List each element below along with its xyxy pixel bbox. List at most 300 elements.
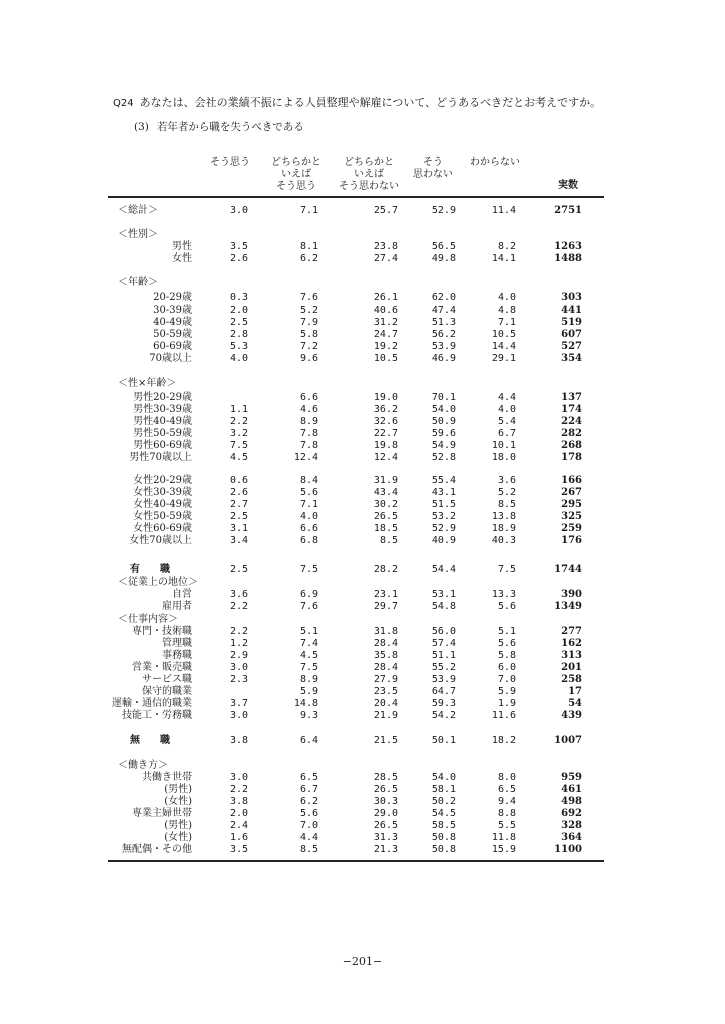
cell-value: 40.9 xyxy=(431,535,456,546)
cell-value: 23.8 xyxy=(373,241,398,252)
cell-value: 6.4 xyxy=(299,735,318,746)
cell-value: 6.7 xyxy=(299,784,318,795)
cell-value: 52.9 xyxy=(431,523,456,534)
cell-value: 1.6 xyxy=(229,832,248,843)
cell-value: 6.5 xyxy=(299,772,318,783)
cell-count: 137 xyxy=(561,392,582,403)
cell-value: 12.4 xyxy=(373,452,398,463)
cell-value: 6.5 xyxy=(497,784,516,795)
cell-value: 4.0 xyxy=(497,292,516,303)
column-header-agree xyxy=(198,157,262,169)
table-row xyxy=(0,404,725,416)
cell-value: 8.5 xyxy=(379,535,398,546)
cell-count: 1488 xyxy=(554,253,582,264)
cell-value: 27.4 xyxy=(373,253,398,264)
row-label: 70歳以上 xyxy=(149,353,192,364)
cell-value: 9.4 xyxy=(497,796,516,807)
cell-value: 4.0 xyxy=(299,511,318,522)
cell-value: 8.8 xyxy=(497,808,516,819)
sub-question-text: 若年者から職を失うべきである xyxy=(156,121,304,133)
cell-value: 11.6 xyxy=(491,710,516,721)
cell-value: 5.6 xyxy=(497,638,516,649)
cell-value: 21.3 xyxy=(373,844,398,855)
row-label: 雇用者 xyxy=(162,601,192,612)
cell-value: 2.7 xyxy=(229,499,248,510)
table-row xyxy=(0,601,725,613)
table-row xyxy=(0,832,725,844)
cell-value: 4.5 xyxy=(229,452,248,463)
cell-value: 3.4 xyxy=(229,535,248,546)
page-number: −201− xyxy=(342,955,383,968)
table-row xyxy=(0,710,725,722)
cell-value: 5.6 xyxy=(299,487,318,498)
cell-value: 7.5 xyxy=(299,662,318,673)
row-label: 50-59歳 xyxy=(153,329,192,340)
cell-value: 9.6 xyxy=(299,353,318,364)
cell-value: 54.0 xyxy=(431,772,456,783)
table-row xyxy=(0,378,725,390)
cell-count: 1007 xyxy=(554,735,582,746)
cell-value: 4.0 xyxy=(497,404,516,415)
table-row xyxy=(0,241,725,253)
cell-value: 2.2 xyxy=(229,416,248,427)
cell-count: 267 xyxy=(561,487,582,498)
cell-value: 59.6 xyxy=(431,428,456,439)
cell-value: 19.8 xyxy=(373,440,398,451)
cell-value: 27.9 xyxy=(373,674,398,685)
cell-value: 54.9 xyxy=(431,440,456,451)
cell-value: 28.4 xyxy=(373,662,398,673)
cell-value: 5.4 xyxy=(497,416,516,427)
cell-value: 55.4 xyxy=(431,475,456,486)
cell-count: 178 xyxy=(561,452,582,463)
cell-value: 54.4 xyxy=(431,564,456,575)
cell-value: 8.1 xyxy=(299,241,318,252)
cell-value: 7.5 xyxy=(299,564,318,575)
cell-count: 166 xyxy=(561,475,582,486)
cell-value: 4.6 xyxy=(299,404,318,415)
cell-value: 2.8 xyxy=(229,329,248,340)
cell-value: 23.1 xyxy=(373,589,398,600)
row-label: 男性30-39歳 xyxy=(133,404,192,415)
cell-value: 3.0 xyxy=(229,772,248,783)
table-row xyxy=(0,772,725,784)
table-row xyxy=(0,808,725,820)
row-label: (女性) xyxy=(164,796,192,807)
cell-value: 6.6 xyxy=(299,523,318,534)
cell-count: 692 xyxy=(561,808,582,819)
cell-value: 7.0 xyxy=(299,820,318,831)
cell-value: 7.1 xyxy=(497,317,516,328)
row-label: 運輸・通信的職業 xyxy=(112,698,192,709)
table-row xyxy=(0,499,725,511)
row-label: 男性70歳以上 xyxy=(129,452,192,463)
table-row xyxy=(0,638,725,650)
cell-value: 3.2 xyxy=(229,428,248,439)
cell-value: 0.3 xyxy=(229,292,248,303)
table-row xyxy=(0,329,725,341)
cell-count: 439 xyxy=(561,710,582,721)
cell-value: 54.0 xyxy=(431,404,456,415)
cell-count: 527 xyxy=(561,341,582,352)
row-label: ＜性別＞ xyxy=(118,229,158,240)
row-label: 女性70歳以上 xyxy=(129,535,192,546)
table-row xyxy=(0,760,725,772)
cell-value: 6.0 xyxy=(497,662,516,673)
cell-value: 7.4 xyxy=(299,638,318,649)
cell-value: 54.5 xyxy=(431,808,456,819)
cell-value: 23.5 xyxy=(373,686,398,697)
cell-value: 2.6 xyxy=(229,253,248,264)
cell-count: 282 xyxy=(561,428,582,439)
cell-value: 19.2 xyxy=(373,341,398,352)
cell-value: 36.2 xyxy=(373,404,398,415)
cell-count: 959 xyxy=(561,772,582,783)
cell-value: 64.7 xyxy=(431,686,456,697)
row-label: 技能工・労務職 xyxy=(122,710,192,721)
cell-value: 70.1 xyxy=(431,392,456,403)
table-row xyxy=(0,277,725,289)
sub-question xyxy=(134,119,304,134)
row-label: 女性40-49歳 xyxy=(133,499,192,510)
cell-value: 8.5 xyxy=(299,844,318,855)
cell-value: 2.0 xyxy=(229,305,248,316)
cell-count: 259 xyxy=(561,523,582,534)
table-row xyxy=(0,820,725,832)
table-row xyxy=(0,452,725,464)
cell-value: 26.5 xyxy=(373,820,398,831)
cell-value: 10.5 xyxy=(491,329,516,340)
row-label: 60-69歳 xyxy=(153,341,192,352)
cell-value: 3.5 xyxy=(229,241,248,252)
cell-value: 10.5 xyxy=(373,353,398,364)
cell-value: 5.8 xyxy=(497,650,516,661)
cell-value: 31.9 xyxy=(373,475,398,486)
cell-count: 54 xyxy=(568,698,582,709)
question-number: Q24 xyxy=(113,98,134,109)
cell-value: 6.8 xyxy=(299,535,318,546)
cell-value: 28.2 xyxy=(373,564,398,575)
table-row xyxy=(0,698,725,710)
row-label: 30-39歳 xyxy=(153,305,192,316)
cell-value: 43.4 xyxy=(373,487,398,498)
cell-value: 2.5 xyxy=(229,511,248,522)
cell-value: 10.1 xyxy=(491,440,516,451)
table-row xyxy=(0,317,725,329)
cell-value: 62.0 xyxy=(431,292,456,303)
cell-count: 277 xyxy=(561,626,582,637)
cell-value: 53.1 xyxy=(431,589,456,600)
cell-value: 5.8 xyxy=(299,329,318,340)
table-row xyxy=(0,577,725,589)
cell-count: 224 xyxy=(561,416,582,427)
cell-value: 59.3 xyxy=(431,698,456,709)
cell-value: 4.0 xyxy=(229,353,248,364)
cell-count: 258 xyxy=(561,674,582,685)
cell-value: 51.3 xyxy=(431,317,456,328)
row-label: 有 職 xyxy=(130,564,170,575)
row-label: ＜仕事内容＞ xyxy=(118,614,178,625)
row-label: 営業・販売職 xyxy=(132,662,192,673)
cell-value: 5.2 xyxy=(299,305,318,316)
cell-count: 1349 xyxy=(554,601,582,612)
cell-value: 57.4 xyxy=(431,638,456,649)
row-label: ＜従業上の地位＞ xyxy=(118,577,198,588)
cell-value: 25.7 xyxy=(373,205,398,216)
cell-value: 6.9 xyxy=(299,589,318,600)
table-row xyxy=(0,662,725,674)
cell-value: 2.2 xyxy=(229,626,248,637)
cell-value: 54.2 xyxy=(431,710,456,721)
cell-value: 8.9 xyxy=(299,674,318,685)
column-header-dont-know xyxy=(460,157,530,169)
cell-count: 1263 xyxy=(554,241,582,252)
row-label: (男性) xyxy=(164,820,192,831)
cell-value: 7.5 xyxy=(497,564,516,575)
row-label: 専業主婦世帯 xyxy=(132,808,192,819)
column-header-disagree xyxy=(408,157,458,181)
table-row xyxy=(0,564,725,576)
cell-value: 7.1 xyxy=(299,205,318,216)
table-row xyxy=(0,475,725,487)
cell-value: 30.2 xyxy=(373,499,398,510)
header-line: いえば xyxy=(281,169,311,180)
cell-count: 303 xyxy=(561,292,582,303)
row-label: 40-49歳 xyxy=(153,317,192,328)
cell-value: 11.8 xyxy=(491,832,516,843)
cell-value: 3.0 xyxy=(229,205,248,216)
cell-value: 19.0 xyxy=(373,392,398,403)
table-row xyxy=(0,844,725,856)
row-label: 共働き世帯 xyxy=(142,772,192,783)
cell-value: 50.9 xyxy=(431,416,456,427)
table-row xyxy=(0,305,725,317)
cell-count: 1100 xyxy=(554,844,582,855)
header-line: わからない xyxy=(470,157,520,168)
cell-value: 49.8 xyxy=(431,253,456,264)
header-line: どちらかと xyxy=(271,157,321,168)
cell-count: 162 xyxy=(561,638,582,649)
cell-count: 174 xyxy=(561,404,582,415)
cell-value: 2.4 xyxy=(229,820,248,831)
cell-value: 52.8 xyxy=(431,452,456,463)
header-line: そう xyxy=(423,157,443,168)
table-row xyxy=(0,735,725,747)
cell-value: 22.7 xyxy=(373,428,398,439)
row-label: ＜性×年齢＞ xyxy=(118,378,177,389)
row-label: 男性60-69歳 xyxy=(133,440,192,451)
table-row xyxy=(0,392,725,404)
table-row xyxy=(0,253,725,265)
question-text: あなたは、会社の業績不振による人員整理や解雇について、どうあるべきだとお考えですか。 xyxy=(139,96,602,109)
cell-value: 1.9 xyxy=(497,698,516,709)
cell-count: 607 xyxy=(561,329,582,340)
cell-value: 5.2 xyxy=(497,487,516,498)
header-line: そう思わない xyxy=(339,181,399,192)
cell-value: 24.7 xyxy=(373,329,398,340)
cell-value: 15.9 xyxy=(491,844,516,855)
cell-count: 354 xyxy=(561,353,582,364)
cell-value: 50.1 xyxy=(431,735,456,746)
cell-value: 53.9 xyxy=(431,341,456,352)
table-row xyxy=(0,292,725,304)
cell-value: 4.4 xyxy=(497,392,516,403)
table-row xyxy=(0,614,725,626)
cell-value: 28.5 xyxy=(373,772,398,783)
table-row xyxy=(0,229,725,241)
cell-value: 18.9 xyxy=(491,523,516,534)
table-row xyxy=(0,353,725,365)
header-line: そう思う xyxy=(210,157,250,168)
table-row xyxy=(0,487,725,499)
sub-question-number: (3) xyxy=(134,121,149,133)
cell-value: 29.7 xyxy=(373,601,398,612)
cell-count: 461 xyxy=(561,784,582,795)
cell-value: 2.9 xyxy=(229,650,248,661)
cell-value: 8.2 xyxy=(497,241,516,252)
cell-value: 58.1 xyxy=(431,784,456,795)
cell-value: 5.1 xyxy=(497,626,516,637)
cell-count: 498 xyxy=(561,796,582,807)
cell-value: 3.6 xyxy=(497,475,516,486)
cell-value: 5.9 xyxy=(299,686,318,697)
row-label: 女性20-29歳 xyxy=(133,475,192,486)
cell-value: 7.0 xyxy=(497,674,516,685)
row-label: 無 職 xyxy=(130,735,170,746)
cell-value: 47.4 xyxy=(431,305,456,316)
cell-value: 3.6 xyxy=(229,589,248,600)
row-label: 保守的職業 xyxy=(142,686,192,697)
cell-value: 51.5 xyxy=(431,499,456,510)
table-row xyxy=(0,523,725,535)
row-label: 女性60-69歳 xyxy=(133,523,192,534)
header-line: 思わない xyxy=(413,169,453,180)
table-row xyxy=(0,626,725,638)
cell-value: 21.9 xyxy=(373,710,398,721)
cell-count: 1744 xyxy=(554,564,582,575)
cell-value: 46.9 xyxy=(431,353,456,364)
cell-value: 1.1 xyxy=(229,404,248,415)
header-line: いえば xyxy=(354,169,384,180)
cell-value: 2.2 xyxy=(229,601,248,612)
cell-value: 3.0 xyxy=(229,662,248,673)
cell-value: 4.4 xyxy=(299,832,318,843)
cell-value: 32.6 xyxy=(373,416,398,427)
row-label: 男性50-59歳 xyxy=(133,428,192,439)
cell-value: 21.5 xyxy=(373,735,398,746)
cell-value: 13.3 xyxy=(491,589,516,600)
cell-value: 6.7 xyxy=(497,428,516,439)
cell-value: 11.4 xyxy=(491,205,516,216)
cell-value: 31.3 xyxy=(373,832,398,843)
cell-value: 56.2 xyxy=(431,329,456,340)
cell-value: 13.8 xyxy=(491,511,516,522)
cell-value: 56.5 xyxy=(431,241,456,252)
cell-value: 5.6 xyxy=(497,601,516,612)
row-label: 男性20-29歳 xyxy=(133,392,192,403)
table-row xyxy=(0,784,725,796)
cell-value: 0.6 xyxy=(229,475,248,486)
cell-value: 50.8 xyxy=(431,844,456,855)
cell-value: 4.5 xyxy=(299,650,318,661)
cell-value: 5.9 xyxy=(497,686,516,697)
cell-value: 2.2 xyxy=(229,784,248,795)
cell-count: 268 xyxy=(561,440,582,451)
cell-value: 40.3 xyxy=(491,535,516,546)
cell-value: 7.1 xyxy=(299,499,318,510)
question-heading xyxy=(113,94,601,110)
row-label: ＜総計＞ xyxy=(118,205,158,216)
cell-value: 2.3 xyxy=(229,674,248,685)
column-header-count xyxy=(548,180,588,192)
header-line: 実数 xyxy=(558,180,578,191)
cell-value: 31.8 xyxy=(373,626,398,637)
table-row xyxy=(0,205,725,217)
table-row xyxy=(0,650,725,662)
cell-value: 26.5 xyxy=(373,784,398,795)
table-row xyxy=(0,440,725,452)
cell-value: 12.4 xyxy=(293,452,318,463)
row-label: 女性50-59歳 xyxy=(133,511,192,522)
row-label: 男性40-49歳 xyxy=(133,416,192,427)
cell-value: 26.1 xyxy=(373,292,398,303)
row-label: 管理職 xyxy=(162,638,192,649)
bottom-rule xyxy=(108,860,604,862)
cell-value: 5.3 xyxy=(229,341,248,352)
row-label: (男性) xyxy=(164,784,192,795)
cell-value: 3.5 xyxy=(229,844,248,855)
cell-value: 14.4 xyxy=(491,341,516,352)
cell-value: 18.5 xyxy=(373,523,398,534)
cell-value: 2.5 xyxy=(229,317,248,328)
row-label: 女性30-39歳 xyxy=(133,487,192,498)
cell-value: 18.0 xyxy=(491,452,516,463)
cell-value: 20.4 xyxy=(373,698,398,709)
table-row xyxy=(0,428,725,440)
column-header-somewhat-agree xyxy=(260,157,332,193)
cell-count: 390 xyxy=(561,589,582,600)
cell-value: 53.2 xyxy=(431,511,456,522)
row-label: ＜年齢＞ xyxy=(118,277,158,288)
cell-value: 5.6 xyxy=(299,808,318,819)
cell-value: 7.8 xyxy=(299,428,318,439)
cell-value: 55.2 xyxy=(431,662,456,673)
cell-value: 43.1 xyxy=(431,487,456,498)
cell-value: 1.2 xyxy=(229,638,248,649)
cell-value: 6.2 xyxy=(299,253,318,264)
cell-value: 7.6 xyxy=(299,292,318,303)
table-row xyxy=(0,674,725,686)
cell-value: 50.8 xyxy=(431,832,456,843)
cell-value: 6.2 xyxy=(299,796,318,807)
table-row xyxy=(0,341,725,353)
cell-value: 51.1 xyxy=(431,650,456,661)
cell-value: 18.2 xyxy=(491,735,516,746)
cell-count: 295 xyxy=(561,499,582,510)
row-label: 女性 xyxy=(172,253,192,264)
cell-value: 2.6 xyxy=(229,487,248,498)
cell-value: 26.5 xyxy=(373,511,398,522)
cell-value: 4.8 xyxy=(497,305,516,316)
cell-value: 8.4 xyxy=(299,475,318,486)
cell-value: 28.4 xyxy=(373,638,398,649)
row-label: (女性) xyxy=(164,832,192,843)
cell-value: 54.8 xyxy=(431,601,456,612)
cell-value: 3.1 xyxy=(229,523,248,534)
row-label: 専門・技術職 xyxy=(132,626,192,637)
cell-count: 313 xyxy=(561,650,582,661)
table-row xyxy=(0,686,725,698)
